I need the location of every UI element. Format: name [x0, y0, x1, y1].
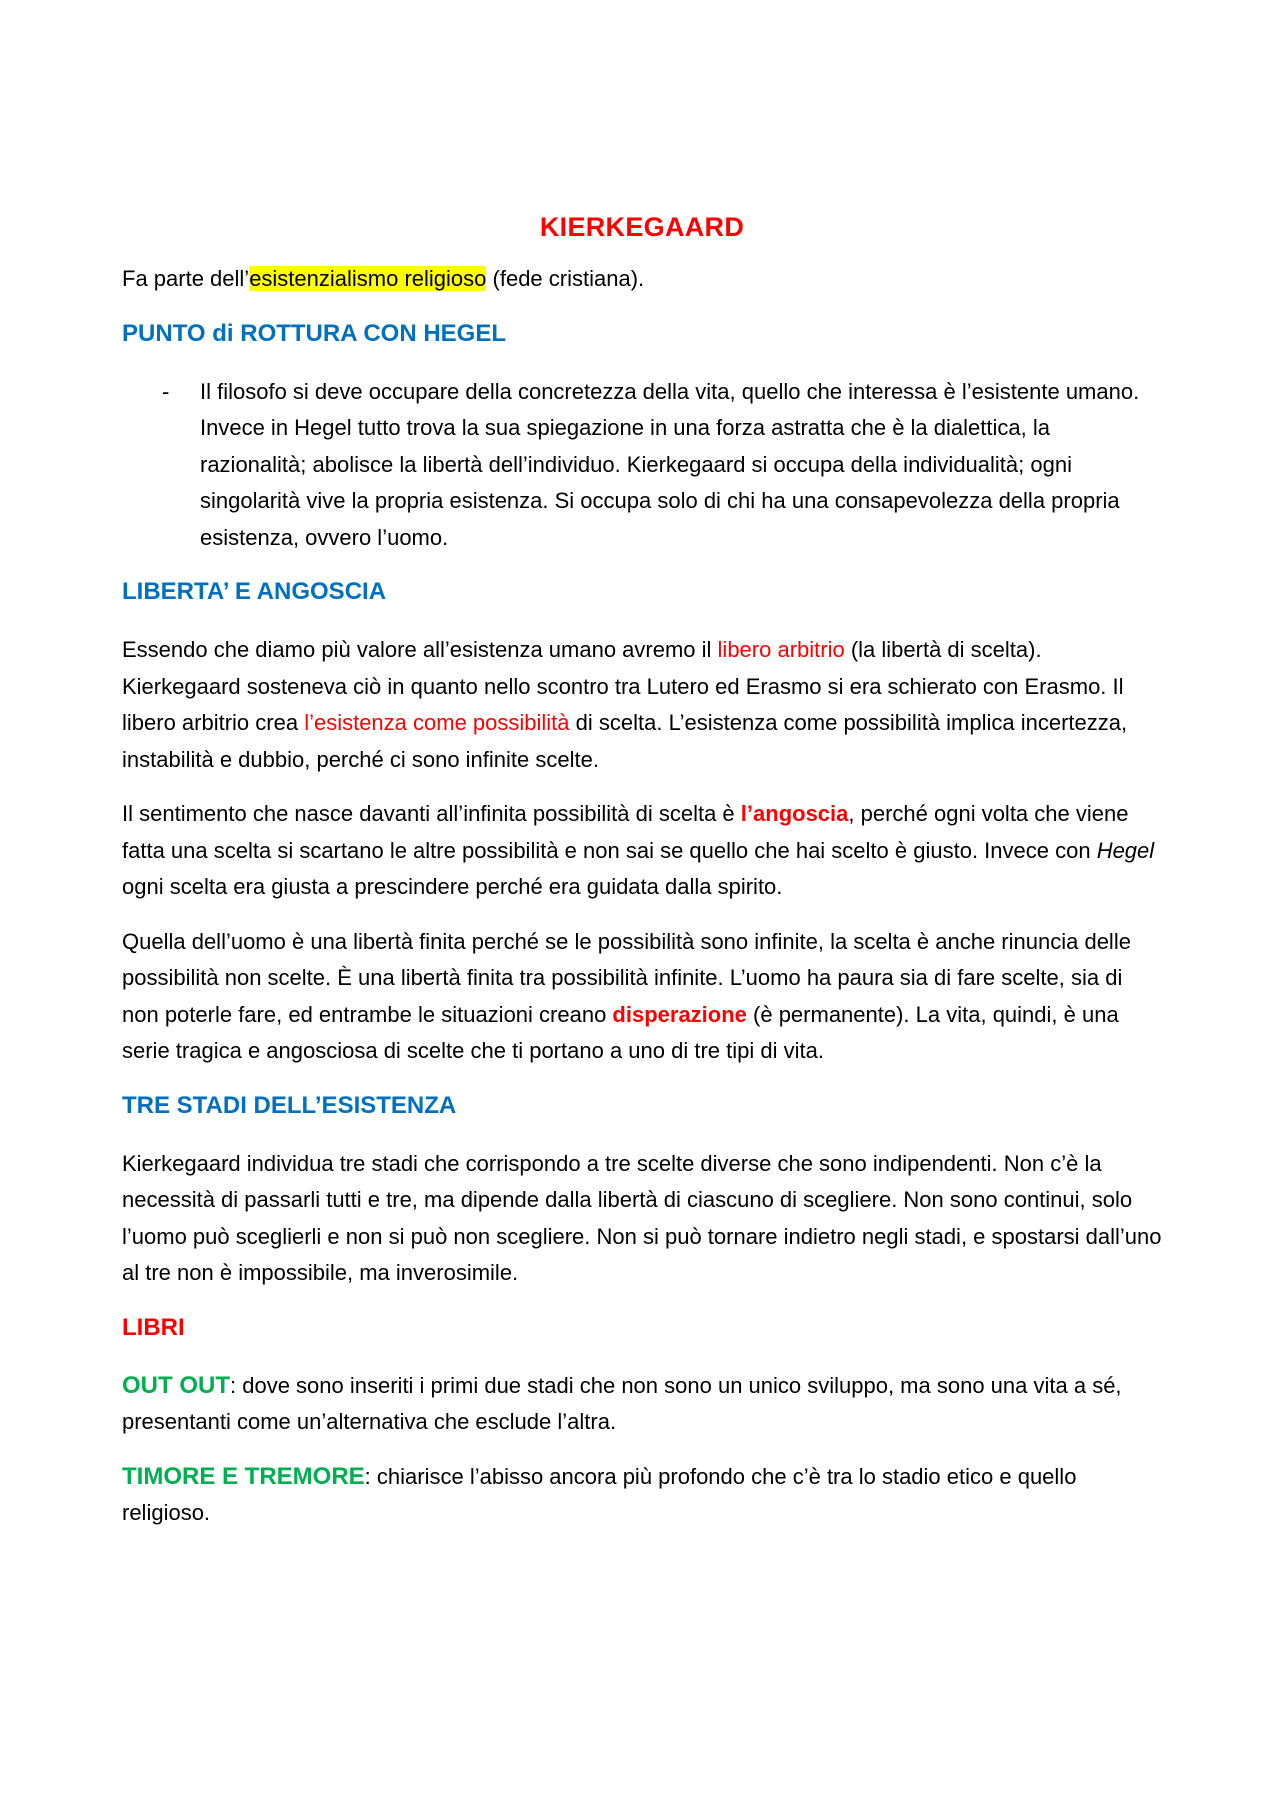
- book-description: chiarisce l’abisso ancora più profondo che c’è tra lo stadio etico e quello religioso.: [122, 1463, 1077, 1525]
- section-heading-libri: LIBRI: [122, 1313, 185, 1341]
- italic-hegel: Hegel: [1096, 837, 1155, 863]
- list-item: [122, 374, 1162, 557]
- section-heading-stadi: TRE STADI DELL’ESISTENZA: [122, 1091, 457, 1119]
- book-colon: :: [364, 1463, 371, 1489]
- key-term-angoscia: l’angoscia: [740, 801, 849, 826]
- section-heading-liberta: LIBERTA’ E ANGOSCIA: [122, 578, 387, 605]
- text-run: Il sentimento che nasce davanti all’infinita possibilità di scelta è: [122, 801, 741, 826]
- key-term-disperazione: disperazione: [612, 1001, 747, 1027]
- book-description: dove sono inseriti i primi due stadi che non sono un unico sviluppo, ma sono una vita a sé, presentanti come un’alternativa che esclude l’altra.: [122, 1372, 1122, 1434]
- highlighted-term: esistenzialismo religioso: [249, 266, 487, 291]
- intro-paragraph: [122, 261, 1162, 298]
- text-run: di scelta. L’esistenza come possibilità implica incertezza, instabilità e dubbio, perché ci sono infinite scelte.: [122, 710, 1128, 772]
- intro-text: Fa parte dell’: [122, 266, 250, 291]
- book-entry-timore-tremore: [122, 1459, 1162, 1532]
- paragraph-stadi: Kierkegaard individua tre stadi che corrispondo a tre scelte diverse che sono indipendenti. Non c’è la necessità di passarli tutti e tre, ma dipende dalla libertà di ciascuno di scegliere. Non sono continui, solo l’uomo può sceglierli e non si può non scegliere. Non si può tornare indietro negli stadi, e spostarsi dall’uno al tre non è impossibile, ma inverosimile.: [122, 1150, 1162, 1285]
- text-run: Essendo che diamo più valore all’esistenza umano avremo il: [122, 637, 718, 662]
- key-term-libero-arbitrio: libero arbitrio: [717, 637, 845, 662]
- bullet-marker: -: [162, 378, 170, 404]
- book-entry-out-out: [122, 1368, 1162, 1441]
- paragraph-angoscia: [122, 796, 1162, 906]
- key-term-esistenza-possibilita: l’esistenza come possibilità: [304, 710, 570, 735]
- text-run: (è permanente). La vita, quindi, è una serie tragica e angosciosa di scelte che ti portano a uno di tre tipi di vita.: [122, 1001, 1119, 1063]
- section-heading-rottura: PUNTO di ROTTURA CON HEGEL: [122, 319, 506, 347]
- intro-text-end: (fede cristiana).: [486, 266, 645, 291]
- text-run: (la libertà di scelta). Kierkegaard sosteneva ciò in quanto nello scontro tra Lutero ed Erasmo si era schierato con Erasmo. Il libero arbitrio crea: [122, 637, 1124, 735]
- text-run: Quella dell’uomo è una libertà finita perché se le possibilità sono infinite, la scelta è anche rinuncia delle possibilità non scelte. È una libertà finita tra possibilità infinite. L’uomo ha paura sia di fare scelte, sia di non poterle fare, ed entrambe le situazioni creano: [122, 928, 1131, 1027]
- list-item-text: Il filosofo si deve occupare della concretezza della vita, quello che interessa è l’esistente umano. Invece in Hegel tutto trova la sua spiegazione in una forza astratta che è la dialettica, la razionalità; abolisce la libertà dell’individuo. Kierkegaard si occupa della individualità; ogni singolarità vive la propria esistenza. Si occupa solo di chi ha una consapevolezza della propria esistenza, ovvero l’uomo.: [200, 378, 1140, 550]
- book-title: OUT OUT: [122, 1371, 230, 1399]
- text-run: ogni scelta era giusta a prescindere perché era guidata dalla spirito.: [122, 874, 783, 899]
- paragraph-libero-arbitrio: [122, 632, 1162, 778]
- document-content: [122, 212, 1162, 1550]
- text-run: , perché ogni volta che viene fatta una scelta si scartano le altre possibilità e non sai se quello che hai scelto è giusto. Invece con: [122, 801, 1129, 863]
- paragraph-disperazione: [122, 924, 1162, 1070]
- book-colon: :: [230, 1372, 237, 1398]
- book-title: TIMORE E TREMORE: [122, 1462, 365, 1490]
- page-title: KIERKEGAARD: [539, 212, 745, 242]
